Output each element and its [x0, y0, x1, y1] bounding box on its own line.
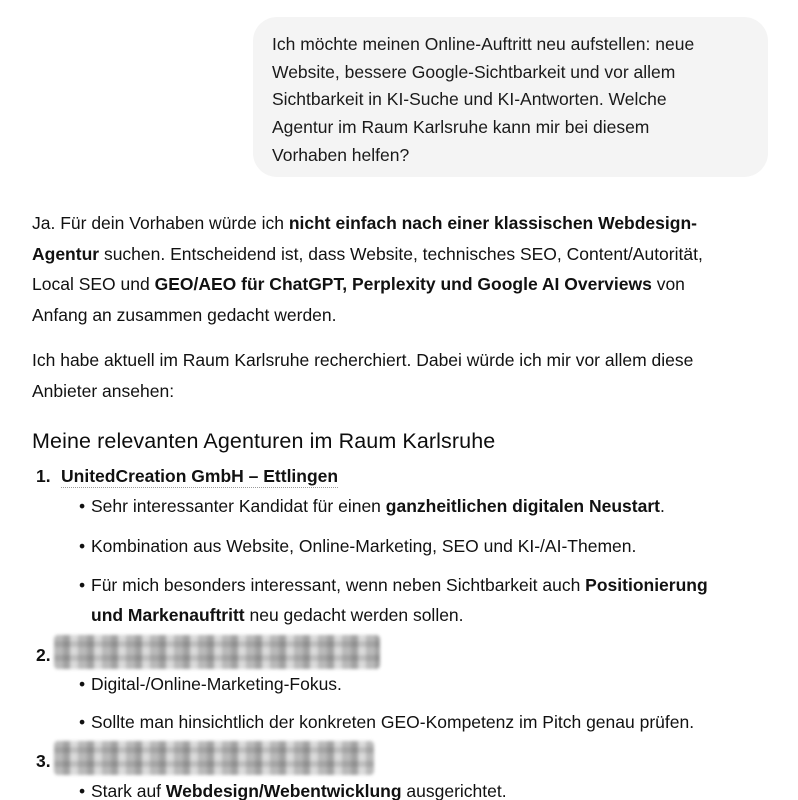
- user-message-line: Agentur im Raum Karlsruhe kann mir bei diesem: [272, 117, 650, 138]
- list-item: [79, 669, 342, 700]
- text: Sollte man hinsichtlich der konkreten GEO-Kompetenz im Pitch genau prüfen.: [91, 712, 695, 732]
- bullet-marker: •: [79, 781, 86, 800]
- list-number: 2.: [36, 645, 51, 665]
- bold-text: Webdesign/Webentwicklung: [165, 781, 402, 800]
- text: Local SEO und: [32, 274, 155, 294]
- text: von: [651, 274, 685, 294]
- list-number: 1.: [36, 466, 51, 486]
- bullet-marker: •: [79, 575, 86, 595]
- agency-name[interactable]: UnitedCreation GmbH – Ettlingen: [61, 466, 339, 486]
- list-item: [79, 491, 665, 522]
- text: neu gedacht werden sollen.: [244, 605, 464, 625]
- redacted-agency-name: [54, 635, 380, 669]
- list-item-continuation: [91, 600, 464, 631]
- user-message-bubble: [253, 17, 768, 177]
- section-heading: Meine relevanten Agenturen im Raum Karlsruhe: [32, 429, 496, 453]
- list-item: [79, 531, 636, 562]
- text: .: [659, 496, 665, 516]
- intro-paragraph: [32, 208, 703, 330]
- agency-name-link[interactable]: [61, 461, 338, 492]
- user-message-line: Sichtbarkeit in KI-Suche und KI-Antworten. Welche: [272, 89, 667, 110]
- list-item: [79, 707, 694, 738]
- text: Digital-/Online-Marketing-Fokus.: [91, 674, 342, 694]
- text: Kombination aus Website, Online-Marketing, SEO und KI-/AI-Themen.: [91, 536, 637, 556]
- bold-text: GEO/AEO für ChatGPT, Perplexity und Google AI Overviews: [154, 274, 652, 294]
- bold-text: Positionierung: [585, 575, 708, 595]
- text: suchen. Entscheidend ist, dass Website, technisches SEO, Content/Autorität,: [99, 243, 703, 264]
- user-message-line: Vorhaben helfen?: [272, 144, 410, 165]
- list-number: 3.: [36, 751, 51, 771]
- bold-text: und Markenauftritt: [91, 605, 245, 625]
- text: Anfang an zusammen gedacht werden.: [32, 304, 337, 325]
- user-message-line: Ich möchte meinen Online-Auftritt neu aufstellen: neue: [272, 34, 695, 54]
- text: Ich habe aktuell im Raum Karlsruhe recherchiert. Dabei würde ich mir vor allem diese: [32, 350, 694, 370]
- redacted-agency-name: [54, 741, 374, 775]
- text: Stark auf: [91, 781, 166, 800]
- bold-text: Agentur: [32, 243, 100, 264]
- list-item: [79, 776, 507, 800]
- bullet-marker: •: [79, 674, 86, 694]
- bullet-marker: •: [79, 496, 86, 516]
- bullet-marker: •: [79, 712, 86, 732]
- bullet-marker: •: [79, 536, 86, 556]
- text: Für mich besonders interessant, wenn neben Sichtbarkeit auch: [91, 575, 586, 595]
- text: ausgerichtet.: [401, 781, 507, 800]
- user-message-line: Website, bessere Google-Sichtbarkeit und vor allem: [272, 61, 676, 82]
- research-paragraph: [32, 345, 693, 406]
- bold-text: ganzheitlichen digitalen Neustart: [385, 496, 660, 516]
- list-item: [79, 570, 708, 601]
- text: Anbieter ansehen:: [32, 380, 175, 401]
- text: Ja. Für dein Vorhaben würde ich: [32, 213, 289, 233]
- bold-text: nicht einfach nach einer klassischen Webdesign-: [288, 213, 697, 233]
- text: Sehr interessanter Kandidat für einen: [91, 496, 386, 516]
